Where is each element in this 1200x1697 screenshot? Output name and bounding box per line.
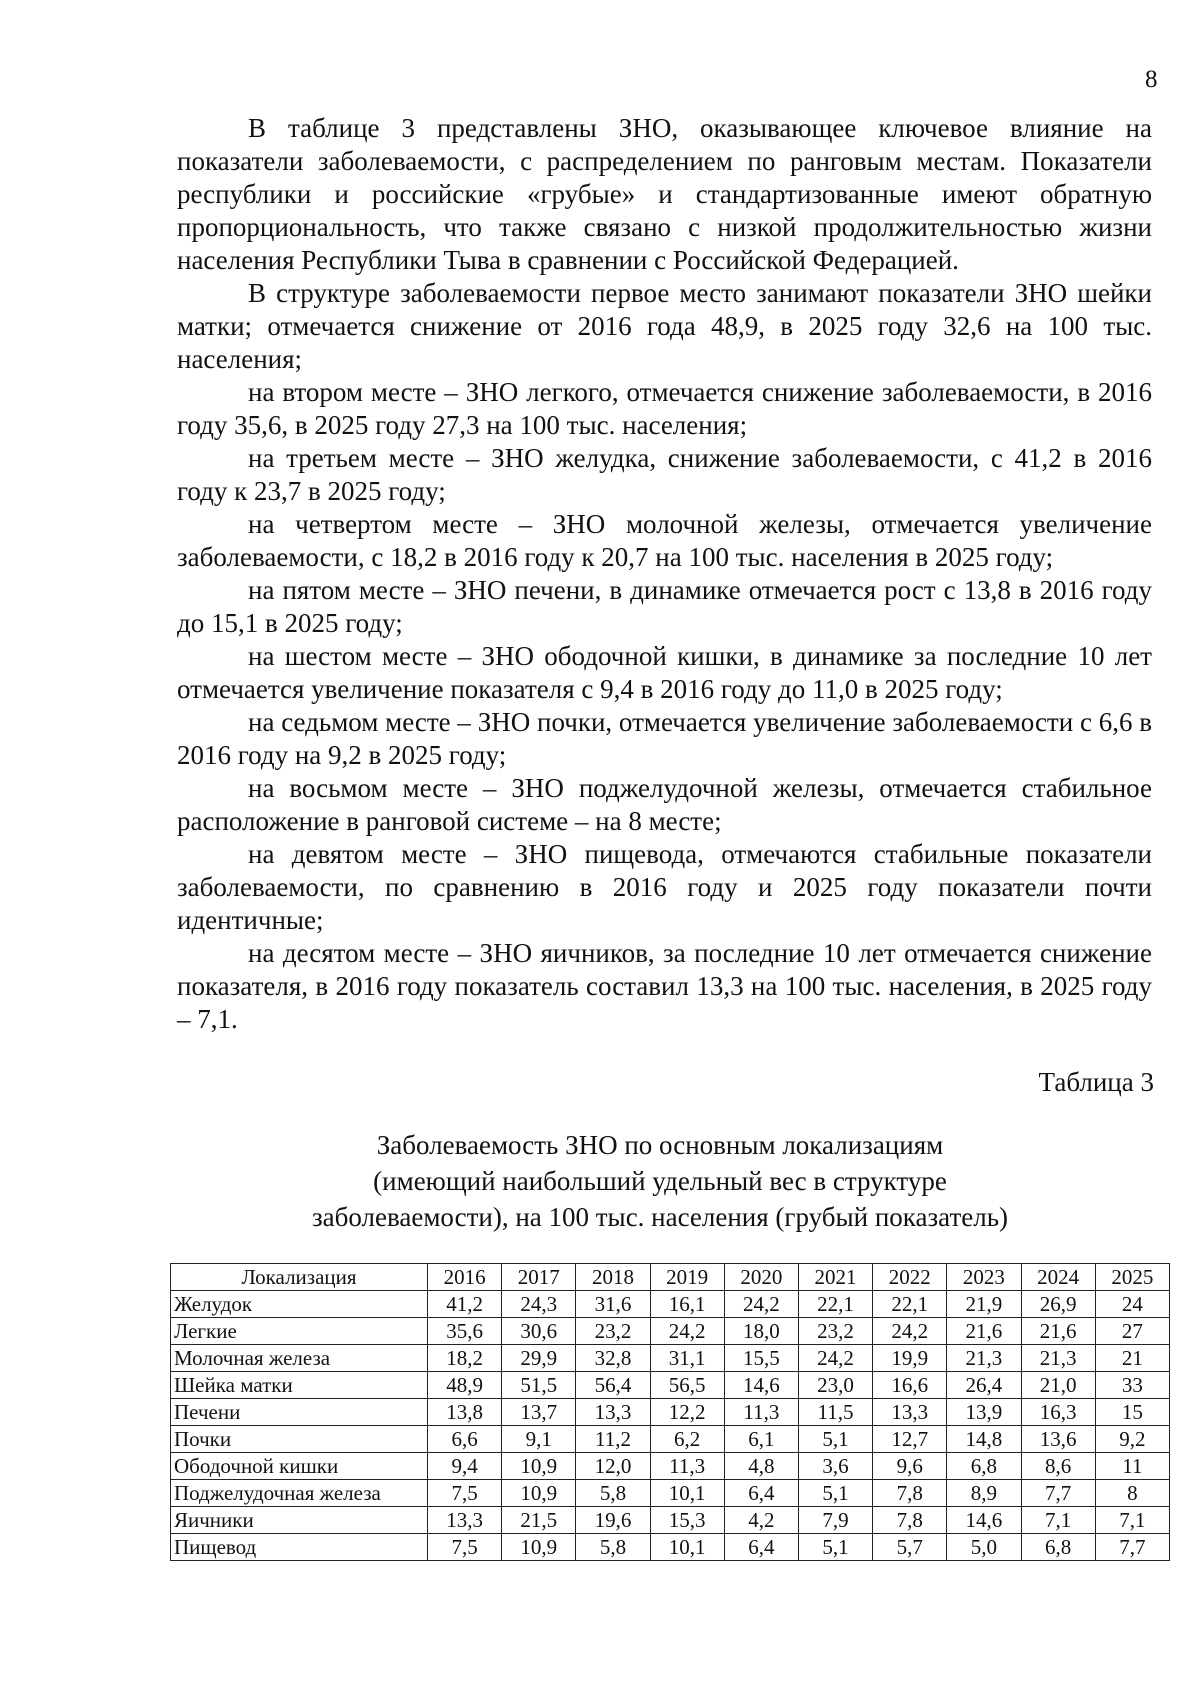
table-cell: 3,6 bbox=[798, 1453, 872, 1480]
body-text bbox=[177, 112, 1152, 1036]
table-cell: 11,2 bbox=[576, 1426, 650, 1453]
table-cell: 23,0 bbox=[798, 1372, 872, 1399]
table-cell: 4,2 bbox=[724, 1507, 798, 1534]
table-cell: 18,0 bbox=[724, 1318, 798, 1345]
table-cell: 5,8 bbox=[576, 1480, 650, 1507]
table-cell: 15,3 bbox=[650, 1507, 724, 1534]
table-row bbox=[171, 1507, 1170, 1534]
table-caption: Таблица 3 bbox=[1038, 1067, 1154, 1097]
table-cell: 7,7 bbox=[1021, 1480, 1095, 1507]
column-header-year: 2024 bbox=[1021, 1264, 1095, 1291]
paragraph: В структуре заболеваемости первое место занимают показатели ЗНО шейки матки; отмечается снижение от 2016 года 48,9, в 2025 году 32,6 на 100 тыс. населения; bbox=[177, 278, 1152, 374]
table-cell: 23,2 bbox=[576, 1318, 650, 1345]
table-cell: 13,8 bbox=[428, 1399, 502, 1426]
table-cell: 9,6 bbox=[873, 1453, 947, 1480]
row-label: Поджелудочная железа bbox=[171, 1480, 428, 1507]
table-cell: 32,8 bbox=[576, 1345, 650, 1372]
row-label: Почки bbox=[171, 1426, 428, 1453]
column-header-year: 2023 bbox=[947, 1264, 1021, 1291]
table-cell: 7,5 bbox=[428, 1534, 502, 1561]
table-cell: 6,4 bbox=[724, 1480, 798, 1507]
table-cell: 21,3 bbox=[947, 1345, 1021, 1372]
table-row bbox=[171, 1399, 1170, 1426]
table-cell: 24 bbox=[1095, 1291, 1169, 1318]
table-cell: 51,5 bbox=[502, 1372, 576, 1399]
table-cell: 14,6 bbox=[724, 1372, 798, 1399]
table-cell: 24,2 bbox=[650, 1318, 724, 1345]
table-cell: 24,2 bbox=[724, 1291, 798, 1318]
paragraph: В таблице 3 представлены ЗНО, оказывающее ключевое влияние на показатели заболеваемости, с распределением по ранговым местам. Показатели республики и российские «грубые» и стандартизованные имеют обратную пропорциональность, что также связано с низкой продолжительностью жизни населения Республики Тыва в сравнении с Российской Федерацией. bbox=[177, 113, 1152, 275]
table-cell: 31,6 bbox=[576, 1291, 650, 1318]
table-cell: 14,6 bbox=[947, 1507, 1021, 1534]
table-cell: 21,5 bbox=[502, 1507, 576, 1534]
table-cell: 9,2 bbox=[1095, 1426, 1169, 1453]
table-cell: 22,1 bbox=[873, 1291, 947, 1318]
table-cell: 30,6 bbox=[502, 1318, 576, 1345]
row-label: Ободочной кишки bbox=[171, 1453, 428, 1480]
table-cell: 31,1 bbox=[650, 1345, 724, 1372]
table-row bbox=[171, 1372, 1170, 1399]
row-label: Желудок bbox=[171, 1291, 428, 1318]
page-number: 8 bbox=[1145, 66, 1158, 93]
table-cell: 56,5 bbox=[650, 1372, 724, 1399]
table-cell: 8 bbox=[1095, 1480, 1169, 1507]
table-cell: 24,2 bbox=[798, 1345, 872, 1372]
table-cell: 6,8 bbox=[947, 1453, 1021, 1480]
row-label: Яичники bbox=[171, 1507, 428, 1534]
paragraph: на третьем месте – ЗНО желудка, снижение заболеваемости, с 41,2 в 2016 году к 23,7 в 2025 году; bbox=[177, 443, 1152, 506]
table-cell: 10,9 bbox=[502, 1480, 576, 1507]
table-cell: 18,2 bbox=[428, 1345, 502, 1372]
table-title-line: заболеваемости), на 100 тыс. населения (грубый показатель) bbox=[311, 1202, 1009, 1232]
column-header-year: 2018 bbox=[576, 1264, 650, 1291]
table-cell: 56,4 bbox=[576, 1372, 650, 1399]
table-row bbox=[171, 1291, 1170, 1318]
table-cell: 6,8 bbox=[1021, 1534, 1095, 1561]
table-cell: 7,8 bbox=[873, 1480, 947, 1507]
table-cell: 16,6 bbox=[873, 1372, 947, 1399]
table-cell: 33 bbox=[1095, 1372, 1169, 1399]
table-cell: 9,4 bbox=[428, 1453, 502, 1480]
table-cell: 5,8 bbox=[576, 1534, 650, 1561]
table-cell: 35,6 bbox=[428, 1318, 502, 1345]
table-cell: 8,9 bbox=[947, 1480, 1021, 1507]
table-cell: 12,7 bbox=[873, 1426, 947, 1453]
table-cell: 15 bbox=[1095, 1399, 1169, 1426]
row-label: Пищевод bbox=[171, 1534, 428, 1561]
table-cell: 12,0 bbox=[576, 1453, 650, 1480]
table-cell: 21,6 bbox=[947, 1318, 1021, 1345]
row-label: Молочная железа bbox=[171, 1345, 428, 1372]
table-cell: 21 bbox=[1095, 1345, 1169, 1372]
column-header-year: 2022 bbox=[873, 1264, 947, 1291]
table-cell: 21,3 bbox=[1021, 1345, 1095, 1372]
table-cell: 13,7 bbox=[502, 1399, 576, 1426]
table-cell: 29,9 bbox=[502, 1345, 576, 1372]
table-cell: 4,8 bbox=[724, 1453, 798, 1480]
paragraph: на пятом месте – ЗНО печени, в динамике отмечается рост с 13,8 в 2016 году до 15,1 в 2025 году; bbox=[177, 575, 1152, 638]
table-cell: 10,9 bbox=[502, 1534, 576, 1561]
table-cell: 5,0 bbox=[947, 1534, 1021, 1561]
table-cell: 6,6 bbox=[428, 1426, 502, 1453]
table-cell: 14,8 bbox=[947, 1426, 1021, 1453]
row-label: Печени bbox=[171, 1399, 428, 1426]
table-cell: 6,4 bbox=[724, 1534, 798, 1561]
table-cell: 48,9 bbox=[428, 1372, 502, 1399]
paragraph: на девятом месте – ЗНО пищевода, отмечаются стабильные показатели заболеваемости, по сравнению в 2016 году и 2025 году показатели почти идентичные; bbox=[177, 839, 1152, 935]
table-cell: 13,3 bbox=[873, 1399, 947, 1426]
paragraph: на восьмом месте – ЗНО поджелудочной железы, отмечается стабильное расположение в ранговой системе – на 8 месте; bbox=[177, 773, 1152, 836]
table-cell: 16,3 bbox=[1021, 1399, 1095, 1426]
table-cell: 23,2 bbox=[798, 1318, 872, 1345]
table-cell: 21,6 bbox=[1021, 1318, 1095, 1345]
table-cell: 12,2 bbox=[650, 1399, 724, 1426]
table-cell: 5,1 bbox=[798, 1426, 872, 1453]
table-cell: 11,3 bbox=[650, 1453, 724, 1480]
table-row bbox=[171, 1453, 1170, 1480]
table-cell: 6,1 bbox=[724, 1426, 798, 1453]
table-cell: 15,5 bbox=[724, 1345, 798, 1372]
table-cell: 16,1 bbox=[650, 1291, 724, 1318]
table-cell: 24,2 bbox=[873, 1318, 947, 1345]
table-cell: 21,0 bbox=[1021, 1372, 1095, 1399]
table-cell: 11,3 bbox=[724, 1399, 798, 1426]
table-cell: 13,9 bbox=[947, 1399, 1021, 1426]
table-cell: 13,6 bbox=[1021, 1426, 1095, 1453]
table-title bbox=[270, 1127, 1050, 1235]
table-header-row bbox=[171, 1264, 1170, 1291]
table-cell: 27 bbox=[1095, 1318, 1169, 1345]
table-cell: 7,7 bbox=[1095, 1534, 1169, 1561]
table-cell: 7,1 bbox=[1095, 1507, 1169, 1534]
table-body bbox=[171, 1291, 1170, 1561]
table-row bbox=[171, 1426, 1170, 1453]
table-row bbox=[171, 1480, 1170, 1507]
paragraph: на десятом месте – ЗНО яичников, за последние 10 лет отмечается снижение показателя, в 2016 году показатель составил 13,3 на 100 тыс. населения, в 2025 году – 7,1. bbox=[177, 938, 1152, 1034]
table-row bbox=[171, 1318, 1170, 1345]
table-cell: 10,9 bbox=[502, 1453, 576, 1480]
column-header-year: 2016 bbox=[428, 1264, 502, 1291]
column-header-year: 2017 bbox=[502, 1264, 576, 1291]
table-cell: 11,5 bbox=[798, 1399, 872, 1426]
table-title-line: Заболеваемость ЗНО по основным локализациям bbox=[376, 1130, 944, 1160]
column-header-year: 2021 bbox=[798, 1264, 872, 1291]
table-cell: 8,6 bbox=[1021, 1453, 1095, 1480]
paragraph: на шестом месте – ЗНО ободочной кишки, в динамике за последние 10 лет отмечается увеличение показателя с 9,4 в 2016 году до 11,0 в 2025 году; bbox=[177, 641, 1152, 704]
row-label: Шейка матки bbox=[171, 1372, 428, 1399]
table-cell: 10,1 bbox=[650, 1480, 724, 1507]
table-cell: 24,3 bbox=[502, 1291, 576, 1318]
table-cell: 10,1 bbox=[650, 1534, 724, 1561]
table-cell: 13,3 bbox=[428, 1507, 502, 1534]
table-cell: 7,1 bbox=[1021, 1507, 1095, 1534]
table-cell: 9,1 bbox=[502, 1426, 576, 1453]
table-cell: 13,3 bbox=[576, 1399, 650, 1426]
paragraph: на втором месте – ЗНО легкого, отмечается снижение заболеваемости, в 2016 году 35,6, в 2025 году 27,3 на 100 тыс. населения; bbox=[177, 377, 1152, 440]
table-cell: 7,8 bbox=[873, 1507, 947, 1534]
column-header-year: 2025 bbox=[1095, 1264, 1169, 1291]
table-cell: 26,9 bbox=[1021, 1291, 1095, 1318]
row-label: Легкие bbox=[171, 1318, 428, 1345]
table-cell: 41,2 bbox=[428, 1291, 502, 1318]
table-cell: 21,9 bbox=[947, 1291, 1021, 1318]
table-cell: 5,1 bbox=[798, 1534, 872, 1561]
table-cell: 19,9 bbox=[873, 1345, 947, 1372]
column-header-localization: Локализация bbox=[171, 1264, 428, 1291]
table-title-line: (имеющий наибольший удельный вес в структуре bbox=[373, 1166, 947, 1196]
column-header-year: 2020 bbox=[724, 1264, 798, 1291]
paragraph: на седьмом месте – ЗНО почки, отмечается увеличение заболеваемости с 6,6 в 2016 году на 9,2 в 2025 году; bbox=[177, 707, 1152, 770]
table-cell: 22,1 bbox=[798, 1291, 872, 1318]
table-row bbox=[171, 1534, 1170, 1561]
column-header-year: 2019 bbox=[650, 1264, 724, 1291]
table-cell: 5,7 bbox=[873, 1534, 947, 1561]
table-cell: 5,1 bbox=[798, 1480, 872, 1507]
table-cell: 6,2 bbox=[650, 1426, 724, 1453]
table-cell: 7,9 bbox=[798, 1507, 872, 1534]
table-cell: 7,5 bbox=[428, 1480, 502, 1507]
paragraph: на четвертом месте – ЗНО молочной железы, отмечается увеличение заболеваемости, с 18,2 в 2016 году к 20,7 на 100 тыс. населения в 2025 году; bbox=[177, 509, 1152, 572]
incidence-table bbox=[170, 1263, 1170, 1561]
table-cell: 11 bbox=[1095, 1453, 1169, 1480]
table-cell: 19,6 bbox=[576, 1507, 650, 1534]
table-cell: 26,4 bbox=[947, 1372, 1021, 1399]
table-row bbox=[171, 1345, 1170, 1372]
